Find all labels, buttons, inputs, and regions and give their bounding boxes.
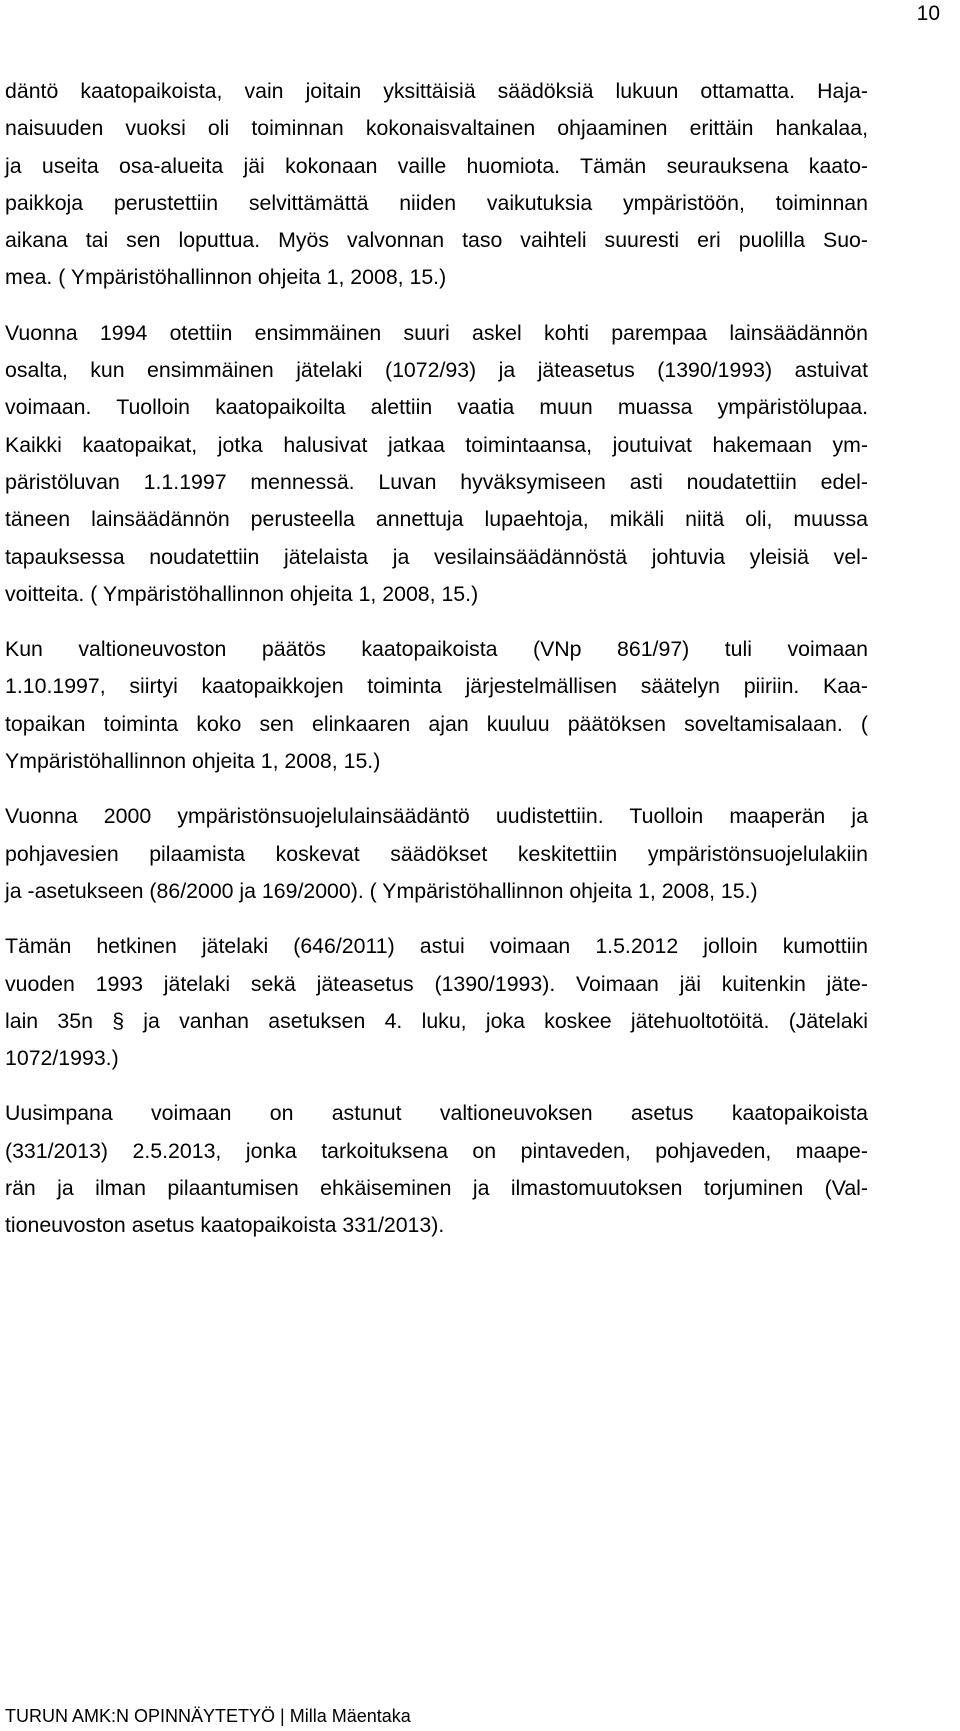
text-line: voitteita. ( Ympäristöhallinnon ohjeita 1, 2008, 15.) [5, 581, 479, 606]
footer-separator: | [275, 1706, 290, 1726]
text-line: osalta, kun ensimmäinen jätelaki (1072/93) ja jäteasetus (1390/1993) astuivat [5, 358, 868, 383]
text-line: Ympäristöhallinnon ohjeita 1, 2008, 15.) [5, 749, 381, 774]
paragraph-6 [5, 1095, 868, 1244]
paragraph-5 [5, 928, 868, 1077]
text-line: 1072/1993.) [5, 1046, 119, 1071]
paragraph-4 [5, 798, 868, 910]
text-line: Vuonna 2000 ympäristönsuojelulainsäädäntö uudistettiin. Tuolloin maaperän ja [5, 804, 868, 829]
text-line: naisuuden vuoksi oli toiminnan kokonaisvaltainen ohjaaminen erittäin hankalaa, [5, 116, 868, 141]
text-line: ja -asetukseen (86/2000 ja 169/2000). ( Ympäristöhallinnon ohjeita 1, 2008, 15.) [5, 878, 758, 903]
paragraph-3 [5, 631, 868, 780]
footer-institution: TURUN AMK:N OPINNÄYTETYÖ [5, 1706, 276, 1726]
text-line: rän ja ilman pilaantumisen ehkäiseminen ja ilmastomuutoksen torjuminen (Val- [5, 1176, 868, 1201]
text-line: däntö kaatopaikoista, vain joitain yksittäisiä säädöksiä lukuun ottamatta. Haja- [5, 79, 868, 103]
text-line: paikkoja perustettiin selvittämättä niiden vaikutuksia ympäristöön, toiminnan [5, 190, 868, 215]
text-line: tapauksessa noudatettiin jätelaista ja vesilainsäädännöstä johtuvia yleisiä vel- [5, 544, 868, 569]
text-line: Vuonna 1994 otettiin ensimmäinen suuri askel kohti parempaa lainsäädännön [5, 320, 868, 345]
footer-author: Milla Mäentaka [289, 1706, 411, 1726]
text-line: topaikan toiminta koko sen elinkaaren ajan kuuluu päätöksen soveltamisalaan. ( [5, 711, 868, 736]
footer [5, 1704, 411, 1728]
text-line: täneen lainsäädännön perusteella annettuja lupaehtoja, mikäli niitä oli, muussa [5, 507, 868, 532]
text-line: (331/2013) 2.5.2013, jonka tarkoituksena on pintaveden, pohjaveden, maape- [5, 1138, 868, 1163]
document-body [5, 73, 868, 1245]
text-line: ja useita osa-alueita jäi kokonaan vaille huomiota. Tämän seurauksena kaato- [5, 153, 868, 178]
text-line: Kaikki kaatopaikat, jotka halusivat jatkaa toimintaansa, joutuivat hakemaan ym- [5, 432, 868, 457]
text-line: tioneuvoston asetus kaatopaikoista 331/2013). [5, 1213, 445, 1238]
text-line: 1.10.1997, siirtyi kaatopaikkojen toiminta järjestelmällisen säätelyn piiriin. Kaa- [5, 674, 868, 699]
text-line: vuoden 1993 jätelaki sekä jäteasetus (1390/1993). Voimaan jäi kuitenkin jäte- [5, 971, 868, 996]
text-line: päristöluvan 1.1.1997 mennessä. Luvan hyväksymiseen asti noudatettiin edel- [5, 469, 868, 494]
text-line: Uusimpana voimaan on astunut valtioneuvoksen asetus kaatopaikoista [5, 1101, 868, 1126]
text-line: voimaan. Tuolloin kaatopaikoilta alettiin vaatia muun muassa ympäristölupaa. [5, 395, 868, 420]
text-line: Kun valtioneuvoston päätös kaatopaikoista (VNp 861/97) tuli voimaan [5, 637, 868, 662]
text-line: aikana tai sen loputtua. Myös valvonnan taso vaihteli suuresti eri puolilla Suo- [5, 228, 868, 253]
paragraph-2 [5, 315, 868, 613]
paragraph-1 [5, 73, 868, 297]
text-line: pohjavesien pilaamista koskevat säädökset keskitettiin ympäristönsuojelulakiin [5, 841, 868, 866]
text-line: lain 35n § ja vanhan asetuksen 4. luku, joka koskee jätehuoltotöitä. (Jätelaki [5, 1008, 868, 1033]
page-number: 10 [916, 2, 940, 25]
text-line: mea. ( Ympäristöhallinnon ohjeita 1, 2008, 15.) [5, 265, 447, 290]
text-line: Tämän hetkinen jätelaki (646/2011) astui voimaan 1.5.2012 jolloin kumottiin [5, 934, 868, 959]
